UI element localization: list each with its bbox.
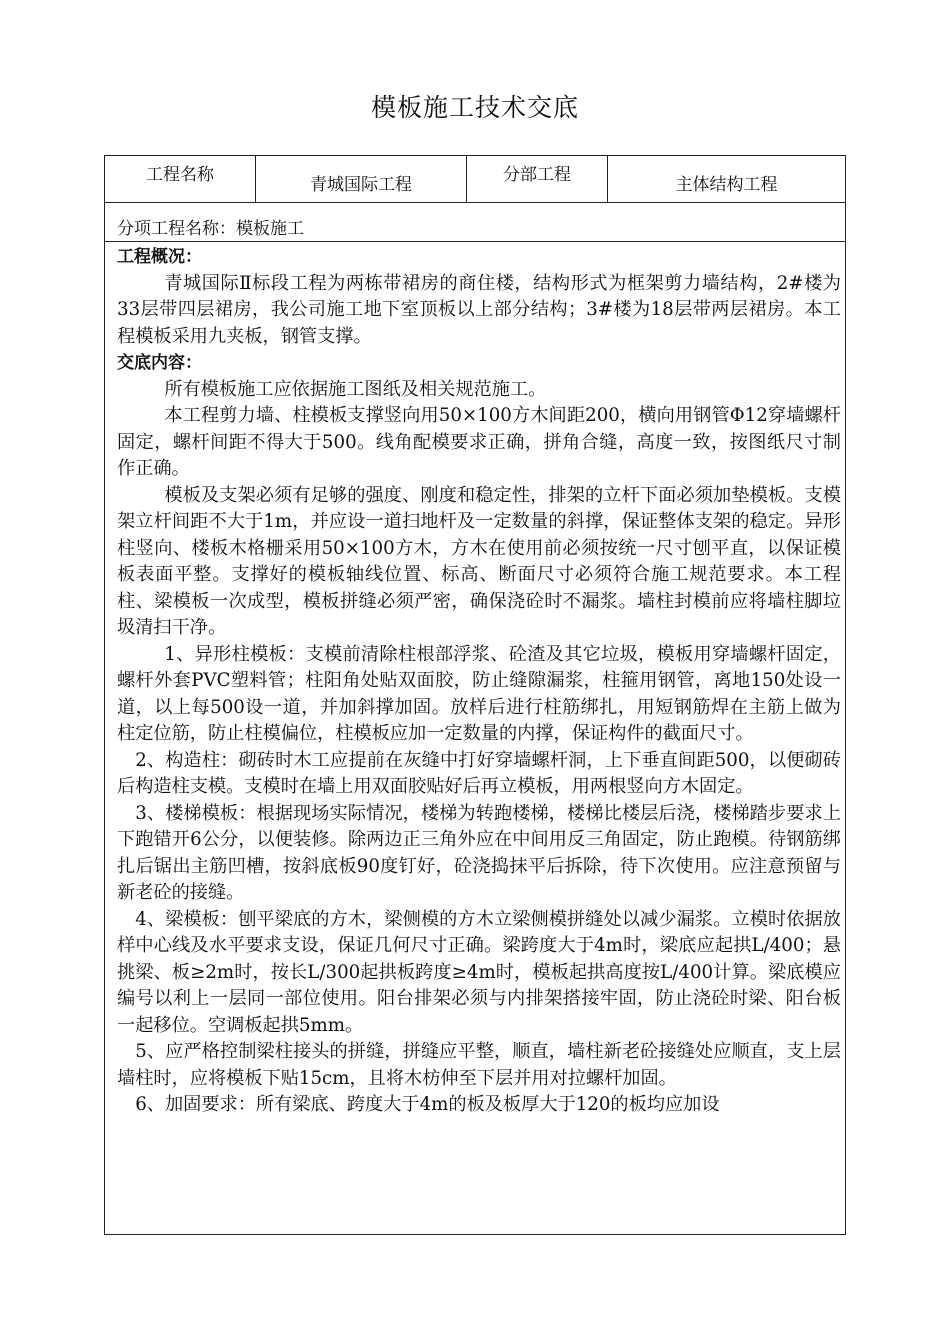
division-label: 分部工程 bbox=[466, 156, 607, 202]
overview-text: 青城国际Ⅱ标段工程为两栋带裙房的商住楼，结构形式为框架剪力墙结构，2#楼为33层带四层裙房，我公司施工地下室顶板以上部分结构；3#楼为18层带两层裙房。本工程模板采用九夹板，钢管支撑。 bbox=[117, 272, 841, 347]
division-value: 主体结构工程 bbox=[607, 156, 845, 202]
disclosure-body bbox=[105, 244, 845, 1119]
content-paragraph: 2、构造柱：砌砖时木工应提前在灰缝中打好穿墙螺杆洞，上下垂直间距500，以便砌砖后构造柱支模。支模时在墙上用双面胶贴好后再立模板，用两根竖向方木固定。 bbox=[117, 749, 841, 797]
content-paragraph: 所有模板施工应依据施工图纸及相关规范施工。 bbox=[164, 378, 547, 400]
content-paragraph: 4、梁模板：刨平梁底的方木，梁侧模的方木立梁侧模拼缝处以减少漏浆。立模时依据放样中心线及水平要求支设，保证几何尺寸正确。梁跨度大于4m时，梁底应起拱L/400；悬挑梁、板≥2m时，按长L/300起拱板跨度≥4m时，模板起拱高度按L/400计算。梁底模应编号以利上一层同一部位使用。阳台排架必须与内排架搭接牢固，防止浇砼时梁、阳台板一起移位。空调板起拱5mm。 bbox=[117, 908, 841, 1036]
overview-heading: 工程概况： bbox=[117, 247, 202, 267]
content-paragraph: 5、应严格控制梁柱接头的拼缝，拼缝应平整，顺直，墙柱新老砼接缝处应顺直，支上层墙柱时，应将模板下贴15cm，且将木枋伸至下层并用对拉螺杆加固。 bbox=[117, 1041, 841, 1089]
header-row bbox=[105, 156, 845, 203]
content-paragraph: 本工程剪力墙、柱模板支撑竖向用50×100方木间距200，横向用钢管Φ12穿墙螺杆固定，螺杆间距不得大于500。线角配模要求正确，拼角合缝，高度一致，按图纸尺寸制作正确。 bbox=[117, 405, 841, 479]
project-name-label: 工程名称 bbox=[146, 165, 214, 185]
project-name-value: 青城国际工程 bbox=[255, 156, 466, 202]
content-paragraph: 6、加固要求：所有梁底、跨度大于4m的板及板厚大于120的板均应加设 bbox=[135, 1094, 720, 1115]
content-paragraph: 1、异形柱模板：支模前清除柱根部浮浆、砼渣及其它垃圾，模板用穿墙螺杆固定，螺杆外套PVC塑料管；柱阳角处贴双面胶，防止缝隙漏浆，柱箍用钢管，离地150处设一道，以上每500设一道，并加斜撑加固。放样后进行柱筋绑扎，用短钢筋焊在主筋上做为柱定位筋，防止柱模偏位，柱模板应加一定数量的内撑，保证构件的截面尺寸。 bbox=[117, 643, 841, 744]
content-paragraph: 模板及支架必须有足够的强度、刚度和稳定性，排架的立杆下面必须加垫模板。支模架立杆间距不大于1m，并应设一道扫地杆及一定数量的斜撑，保证整体支架的稳定。异形柱竖向、楼板木格栅采用50×100方木，方木在使用前必须按统一尺寸刨平直，以保证模板表面平整。支撑好的模板轴线位置、标高、断面尺寸必须符合施工规范要求。本工程柱、梁模板一次成型，模板拼缝必须严密，确保浇砼时不漏浆。墙柱封模前应将墙柱脚垃圾清扫干净。 bbox=[117, 484, 841, 638]
subitem-row: 分项工程名称：模板施工 bbox=[105, 202, 845, 242]
page-title: 模板施工技术交底 bbox=[370, 93, 579, 122]
content-heading: 交底内容： bbox=[117, 353, 202, 373]
disclosure-table bbox=[104, 155, 846, 1235]
content-paragraph: 3、楼梯模板：根据现场实际情况，楼梯为转跑楼梯，楼梯比楼层后浇，楼梯踏步要求上下跑错开6公分，以便装修。除两边正三角外应在中间用反三角固定，防止跑模。待钢筋绑扎后锯出主筋凹槽，按斜底板90度钉好，砼浇捣抹平后拆除，待下次使用。应注意预留与新老砼的接缝。 bbox=[117, 802, 841, 903]
